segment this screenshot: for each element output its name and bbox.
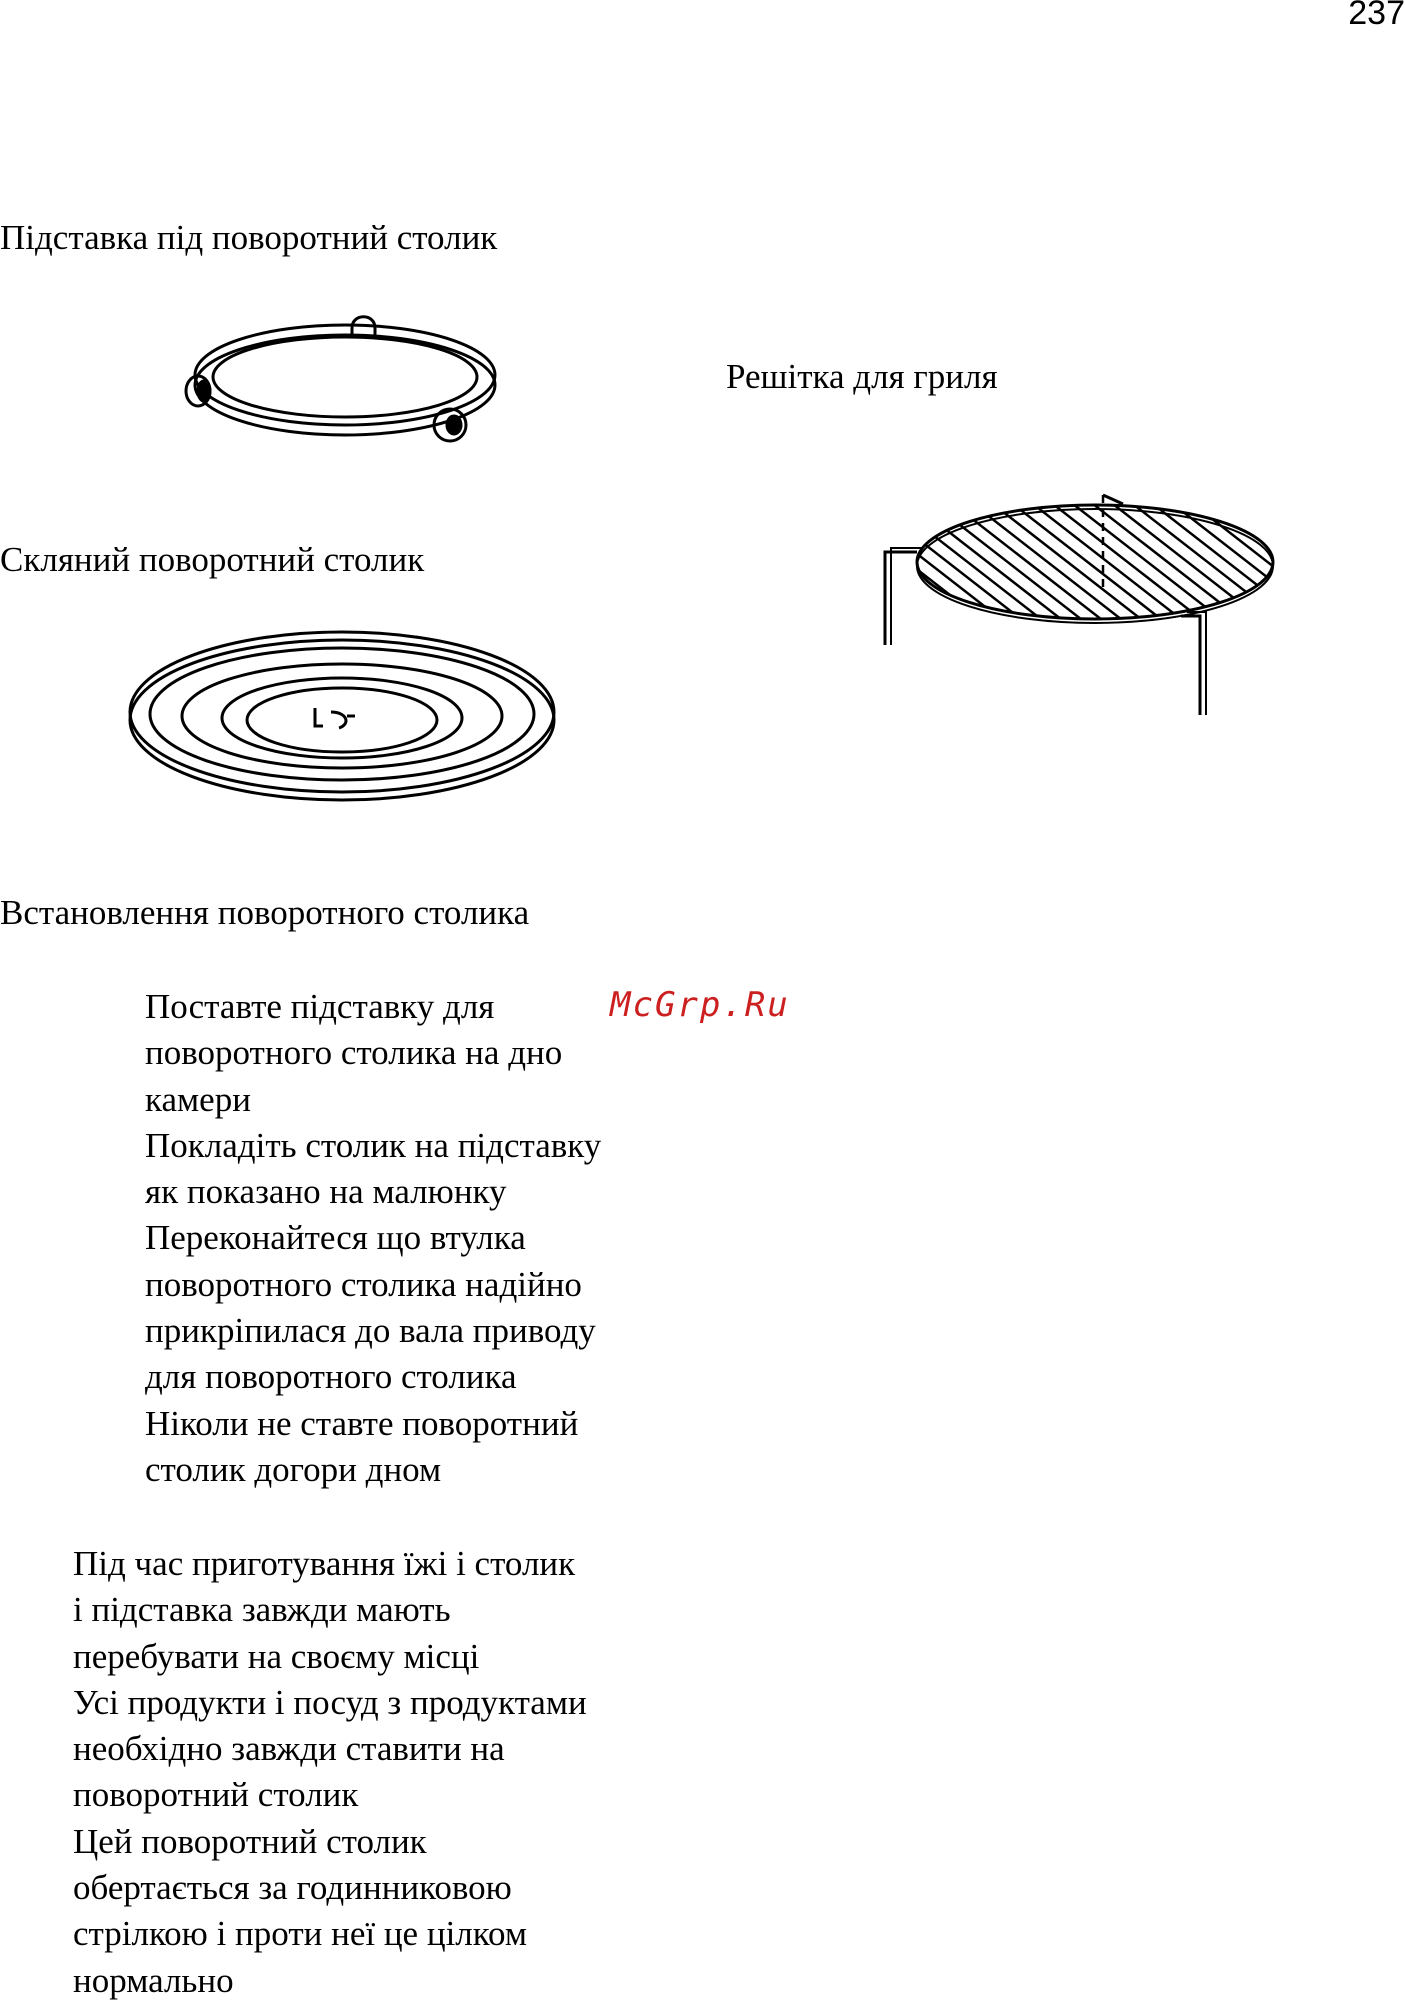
steps-line: поворотного столика на дно bbox=[145, 1033, 563, 1073]
glass-tray-icon bbox=[125, 630, 560, 810]
steps-line: як показано на малюнку bbox=[145, 1172, 507, 1212]
steps-line: Переконайтеся що втулка bbox=[145, 1218, 526, 1258]
notes-line: Під час приготування їжі і столик bbox=[73, 1544, 576, 1583]
notes-line: нормально bbox=[73, 1960, 234, 2000]
notes-line: і підставка завжди мають bbox=[73, 1590, 451, 1630]
steps-line: Ніколи не ставте поворотний bbox=[145, 1403, 579, 1443]
page-number: 237 bbox=[1348, 0, 1405, 32]
notes-line: обертається за годинниковою bbox=[73, 1868, 512, 1908]
steps-line: Покладіть столик на підставку bbox=[145, 1125, 602, 1165]
steps-line: прикріпилася до вала приводу bbox=[145, 1311, 596, 1351]
installation-heading: Встановлення поворотного столика bbox=[0, 893, 530, 932]
notes-line: стрілкою і проти неї це цілком bbox=[73, 1914, 527, 1954]
steps-line: столик догори дном bbox=[145, 1449, 442, 1489]
glass-tray-caption: Скляний поворотний столик bbox=[0, 540, 425, 579]
notes-line: необхідно завжди ставити на bbox=[73, 1729, 505, 1769]
steps-line: для поворотного столика bbox=[145, 1357, 517, 1397]
grill-rack-caption: Решітка для гриля bbox=[726, 357, 998, 396]
installation-steps bbox=[145, 984, 601, 1493]
steps-line: камери bbox=[145, 1079, 251, 1119]
notes-line: Цей поворотний столик bbox=[73, 1821, 427, 1861]
watermark: McGrp.Ru bbox=[610, 985, 790, 1025]
installation-notes bbox=[73, 1541, 587, 2004]
notes-line: поворотний столик bbox=[73, 1775, 359, 1815]
roller-ring-caption: Підставка під поворотний столик bbox=[0, 218, 498, 257]
notes-line: перебувати на своєму місці bbox=[73, 1636, 480, 1676]
notes-line: Усі продукти і посуд з продуктами bbox=[73, 1682, 587, 1722]
steps-line: Поставте підставку для bbox=[145, 987, 495, 1026]
grill-rack-icon bbox=[875, 490, 1265, 720]
steps-line: поворотного столика надійно bbox=[145, 1264, 582, 1304]
roller-ring-icon bbox=[180, 305, 510, 450]
